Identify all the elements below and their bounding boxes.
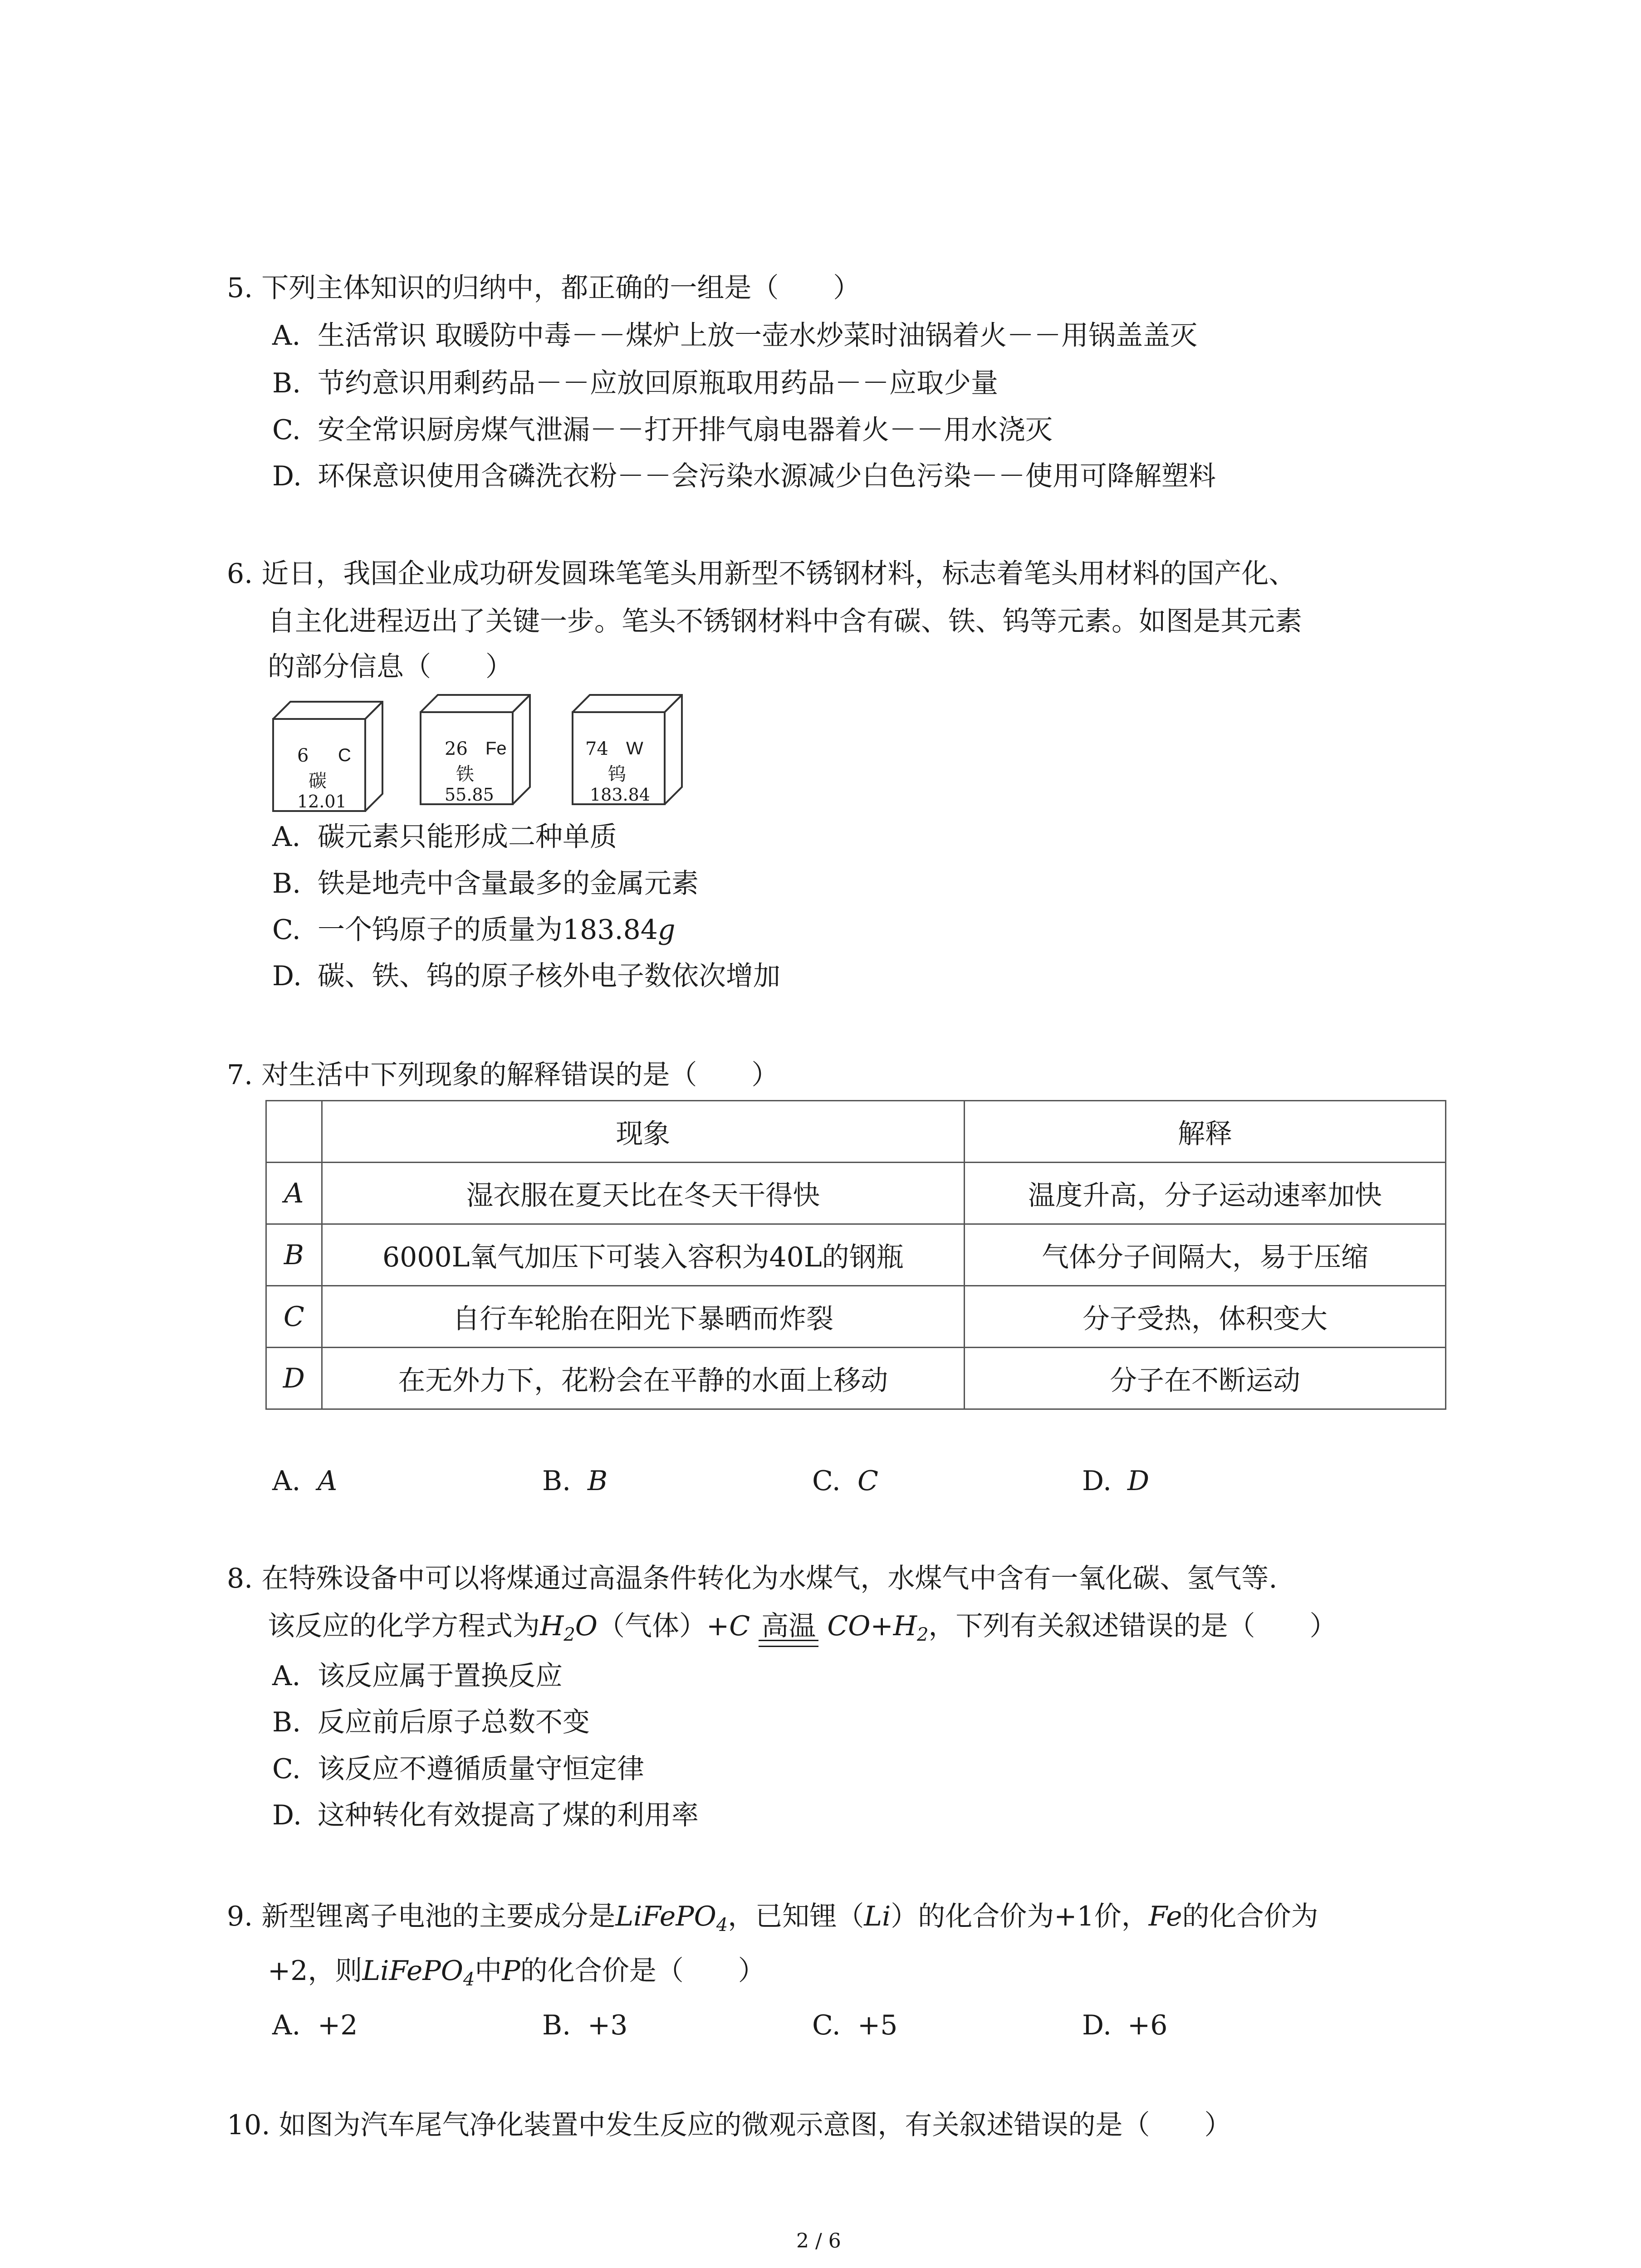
q6-stem-line2: 自主化进程迈出了关键一步。笔头不锈钢材料中含有碳、铁、钨等元素。如图是其元素 — [268, 606, 1302, 637]
q8-stem-line2: 该反应的化学方程式为$H_2O$（气体）+C 高温 $CO+H_2$，下列有关叙述错误的是（ ） — [268, 1608, 1337, 1653]
q8-option-c: C. 该反应不遵循质量守恒定律 — [272, 1753, 644, 1785]
row-explanation: 温度升高，分子运动速率加快 — [965, 1163, 1446, 1224]
q5-stem: 5. 下列主体知识的归纳中，都正确的一组是（ ） — [227, 272, 861, 304]
q8-option-a: A. 该反应属于置换反应 — [272, 1660, 563, 1692]
q7-table — [265, 1100, 1446, 1410]
page-number: 2 / 6 — [796, 2229, 841, 2253]
element-cube-iron: 26 Fe 铁 55.85 — [420, 694, 531, 805]
q7-option-d: D. D — [1082, 1465, 1150, 1497]
row-explanation: 分子在不断运动 — [965, 1348, 1446, 1409]
table-row — [266, 1224, 1446, 1286]
row-explanation: 气体分子间隔大，易于压缩 — [965, 1224, 1446, 1286]
element-cube-tungsten: 74 W 钨 183.84 — [572, 694, 683, 805]
table-header-row — [266, 1101, 1446, 1163]
q5-option-a: A. 生活常识 取暖防中毒－－煤炉上放一壶水炒菜时油锅着火－－用锅盖盖灭 — [272, 320, 1198, 352]
q8-option-b: B. 反应前后原子总数不变 — [272, 1706, 590, 1738]
row-key: A — [266, 1163, 322, 1224]
table-row — [266, 1348, 1446, 1409]
table-header-key — [266, 1101, 322, 1163]
element-cube-carbon: 6 C 碳 12.01 — [272, 701, 383, 812]
row-phenomenon: 自行车轮胎在阳光下暴晒而炸裂 — [322, 1286, 964, 1348]
q6-stem-line3: 的部分信息（ ） — [268, 651, 513, 683]
q7-option-b: B. B — [542, 1465, 608, 1497]
q10-stem: 10. 如图为汽车尾气净化装置中发生反应的微观示意图，有关叙述错误的是（ ） — [227, 2109, 1232, 2141]
q7-stem: 7. 对生活中下列现象的解释错误的是（ ） — [227, 1059, 779, 1091]
table-row — [266, 1163, 1446, 1224]
table-header-explanation: 解释 — [965, 1101, 1446, 1163]
q8-stem-line1: 8. 在特殊设备中可以将煤通过高温条件转化为水煤气，水煤气中含有一氧化碳、氢气等. — [227, 1563, 1278, 1594]
q6-option-d: D. 碳、铁、钨的原子核外电子数依次增加 — [272, 960, 780, 992]
row-explanation: 分子受热，体积变大 — [965, 1286, 1446, 1348]
row-phenomenon: 6000L氧气加压下可装入容积为40L的钢瓶 — [322, 1224, 964, 1286]
row-phenomenon: 湿衣服在夏天比在冬天干得快 — [322, 1163, 964, 1224]
q9-stem-line1: 9. 新型锂离子电池的主要成分是LiFePO$_4$，已知锂（Li）的化合价为+1价，Fe的化合价为 — [227, 1901, 1318, 1936]
q6-option-b: B. 铁是地壳中含量最多的金属元素 — [272, 868, 699, 899]
q9-option-a: A. +2 — [272, 2009, 358, 2041]
q9-option-d: D. +6 — [1082, 2009, 1168, 2041]
q6-stem-line1: 6. 近日，我国企业成功研发圆珠笔笔头用新型不锈钢材料，标志着笔头用材料的国产化、 — [227, 558, 1296, 590]
q5-option-d: D. 环保意识使用含磷洗衣粉－－会污染水源减少白色污染－－使用可降解塑料 — [272, 460, 1216, 492]
q6-option-c: C. 一个钨原子的质量为183.84g — [272, 914, 676, 946]
q5-option-c: C. 安全常识厨房煤气泄漏－－打开排气扇电器着火－－用水浇灭 — [272, 414, 1053, 446]
q8-option-d: D. 这种转化有效提高了煤的利用率 — [272, 1799, 699, 1831]
table-row — [266, 1286, 1446, 1348]
q7-option-a: A. A — [272, 1465, 338, 1497]
reaction-condition: 高温 — [759, 1608, 818, 1644]
row-key: D — [266, 1348, 322, 1409]
row-key: B — [266, 1224, 322, 1286]
q5-option-b: B. 节约意识用剩药品－－应放回原瓶取用药品－－应取少量 — [272, 367, 998, 399]
q9-option-c: C. +5 — [812, 2009, 898, 2041]
q9-option-b: B. +3 — [542, 2009, 628, 2041]
table-header-phenomenon: 现象 — [322, 1101, 964, 1163]
q6-option-a: A. 碳元素只能形成二种单质 — [272, 821, 617, 853]
row-key: C — [266, 1286, 322, 1348]
q7-option-c: C. C — [812, 1465, 878, 1497]
q9-stem-line2: +2，则LiFePO$_4$中P的化合价是（ ） — [268, 1955, 765, 1990]
row-phenomenon: 在无外力下，花粉会在平静的水面上移动 — [322, 1348, 964, 1409]
